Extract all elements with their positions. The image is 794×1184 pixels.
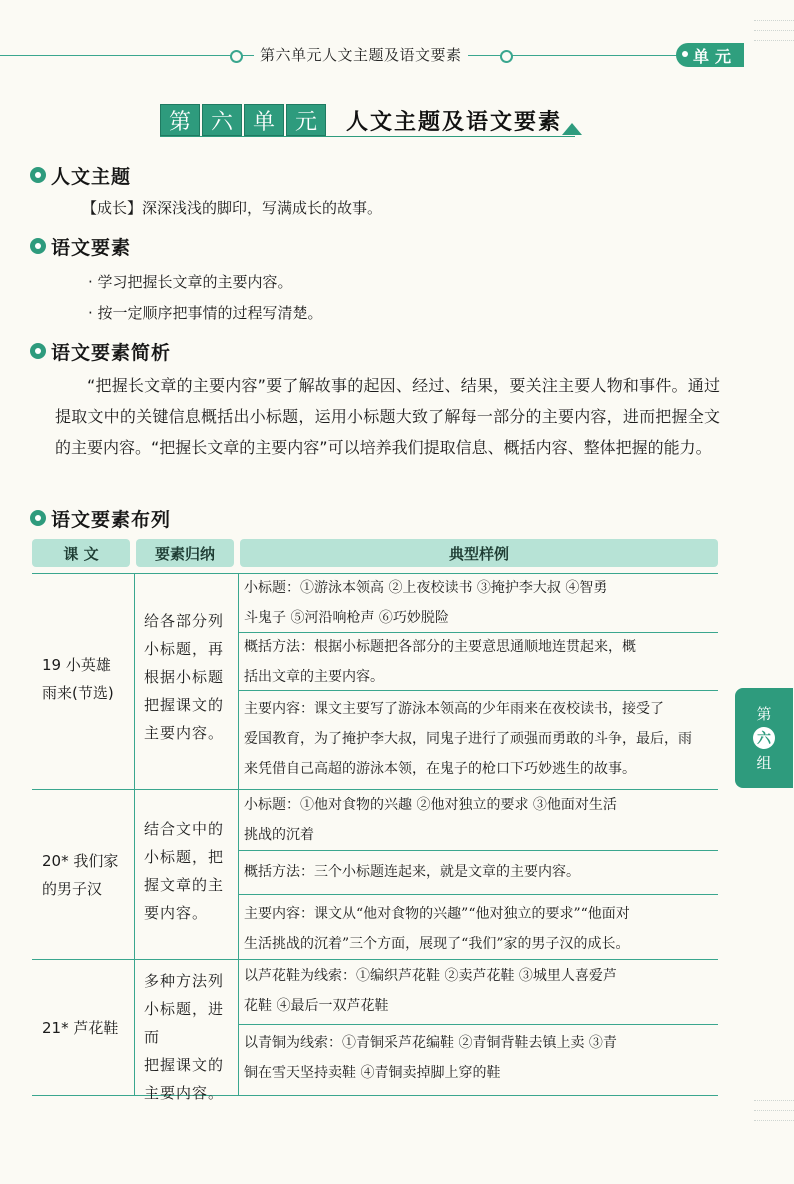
section-analysis-heading	[30, 338, 171, 364]
location-pin-icon	[30, 238, 46, 254]
table-row-summary	[144, 607, 236, 747]
example-subtitles	[244, 790, 714, 850]
lesson-line: 21* 芦花鞋	[42, 1019, 119, 1037]
main-title-text: 人文主题及语文要素	[346, 108, 563, 135]
table-row-lesson	[42, 847, 132, 903]
analysis-paragraph: “把握长文章的主要内容”要了解故事的起因、经过、结果，要关注主要人物和事件。通过提取文中的关键信息概括出小标题，运用小标题大致了解每一部分的主要内容，进而把握全文的主要内容。“把握长文章的主要内容”可以培养我们提取信息、概括内容、整体把握的能力。	[55, 376, 720, 457]
example-main-content	[244, 899, 714, 959]
summary-line: 小标题，进而	[144, 1000, 225, 1046]
lesson-line: 雨来(节选)	[42, 684, 114, 702]
margin-decoration	[754, 40, 794, 41]
side-tab-bottom: 组	[756, 754, 772, 772]
example-line: 主要内容：课文主要写了游泳本领高的少年雨来在夜校读书，接受了	[244, 701, 664, 717]
example-line: 小标题：①游泳本领高 ②上夜校读书 ③掩护李大叔 ④智勇	[244, 580, 608, 596]
table-row-summary	[144, 967, 236, 1107]
example-line-reed-shoe	[244, 961, 714, 1021]
header-unit-tag	[676, 43, 744, 67]
example-line: 爱国教育，为了掩护李大叔，同鬼子进行了顽强而勇敢的斗争，最后，雨	[244, 731, 692, 747]
example-line-qingtong	[244, 1028, 714, 1088]
table-header-lesson: 课 文	[32, 539, 130, 567]
summary-line: 把握课文的	[144, 696, 225, 714]
example-line: 主要内容：课文从“他对食物的兴趣”“他对独立的要求”“他面对	[244, 906, 630, 922]
section-elements-heading	[30, 233, 131, 259]
summary-line: 给各部分列	[144, 612, 225, 630]
table-row-lesson	[42, 1014, 132, 1042]
example-line: 概括方法：三个小标题连起来，就是文章的主要内容。	[244, 864, 580, 880]
example-line: 括出文章的主要内容。	[244, 669, 384, 685]
example-main-content	[244, 694, 714, 784]
location-pin-icon	[30, 343, 46, 359]
header-unit-tag-label: 单元	[692, 46, 737, 66]
example-line: 挑战的沉着	[244, 827, 314, 843]
section-title: 语文要素布列	[51, 508, 172, 531]
example-line: 以芦花鞋为线索：①编织芦花鞋 ②卖芦花鞋 ③城里人喜爱芦	[244, 968, 617, 984]
table-rule	[238, 1024, 718, 1025]
section-title: 人文主题	[51, 165, 132, 188]
example-line: 小标题：①他对食物的兴趣 ②他对独立的要求 ③他面对生活	[244, 797, 617, 813]
element-item: · 按一定顺序把事情的过程写清楚。	[88, 304, 323, 322]
summary-line: 多种方法列	[144, 972, 225, 990]
summary-line: 小标题，再	[144, 640, 225, 658]
table-rule	[32, 959, 718, 960]
margin-decoration	[754, 1110, 794, 1111]
table-header-summary: 要素归纳	[136, 539, 234, 567]
summary-line: 把握课文的	[144, 1056, 225, 1074]
section-title: 语文要素	[51, 236, 132, 259]
title-box: 单	[244, 104, 284, 136]
side-tab-top: 第	[756, 705, 772, 723]
section-title: 语文要素简析	[51, 341, 172, 364]
summary-line: 结合文中的	[144, 820, 225, 838]
title-box: 第	[160, 104, 200, 136]
margin-decoration	[754, 20, 794, 21]
side-tab-number: 六	[753, 727, 775, 749]
section-theme-heading	[30, 162, 131, 188]
title-triangle-decoration	[562, 123, 582, 135]
unit-side-tab	[735, 688, 793, 788]
summary-line: 根据小标题	[144, 668, 225, 686]
lesson-line: 19 小英雄	[42, 656, 111, 674]
table-rule	[238, 573, 239, 1095]
example-method	[244, 857, 714, 887]
example-method	[244, 632, 714, 692]
table-rule	[134, 573, 135, 1095]
location-pin-icon	[30, 167, 46, 183]
summary-line: 小标题，把	[144, 848, 225, 866]
title-box: 六	[202, 104, 242, 136]
summary-line: 主要内容。	[144, 724, 225, 742]
lesson-line: 20* 我们家	[42, 852, 119, 870]
main-title	[160, 102, 562, 138]
table-row-lesson	[42, 651, 132, 707]
summary-line: 要内容。	[144, 904, 209, 922]
title-underline	[160, 136, 575, 137]
example-line: 生活挑战的沉着”三个方面，展现了“我们”家的男子汉的成长。	[244, 936, 630, 952]
example-line: 花鞋 ④最后一双芦花鞋	[244, 998, 389, 1014]
theme-text: 【成长】深深浅浅的脚印，写满成长的故事。	[82, 199, 383, 217]
title-box: 元	[286, 104, 326, 136]
example-line: 以青铜为线索：①青铜采芦花编鞋 ②青铜背鞋去镇上卖 ③青	[244, 1035, 617, 1051]
header-rule-dot-left	[230, 50, 243, 63]
example-line: 铜在雪天坚持卖鞋 ④青铜卖掉脚上穿的鞋	[244, 1065, 501, 1081]
header-rule-dot-right	[500, 50, 513, 63]
example-line: 概括方法：根据小标题把各部分的主要意思通顺地连贯起来，概	[244, 639, 636, 655]
summary-line: 握文章的主	[144, 876, 225, 894]
margin-decoration	[754, 1100, 794, 1101]
location-pin-icon	[30, 510, 46, 526]
margin-decoration	[754, 30, 794, 31]
summary-line: 主要内容。	[144, 1084, 225, 1102]
header-title: 第六单元人文主题及语文要素	[254, 44, 468, 65]
margin-decoration	[754, 1120, 794, 1121]
section-layout-heading	[30, 505, 171, 531]
example-line: 来凭借自己高超的游泳本领，在鬼子的枪口下巧妙逃生的故事。	[244, 761, 636, 777]
table-rule	[238, 850, 718, 851]
table-rule	[32, 1095, 718, 1096]
table-rule	[238, 894, 718, 895]
example-subtitles	[244, 573, 714, 633]
table-header-examples: 典型样例	[240, 539, 718, 567]
table-row-summary	[144, 815, 236, 927]
example-line: 斗鬼子 ⑤河沿响枪声 ⑥巧妙脱险	[244, 610, 449, 626]
element-item: · 学习把握长文章的主要内容。	[88, 273, 293, 291]
lesson-line: 的男子汉	[42, 880, 103, 898]
